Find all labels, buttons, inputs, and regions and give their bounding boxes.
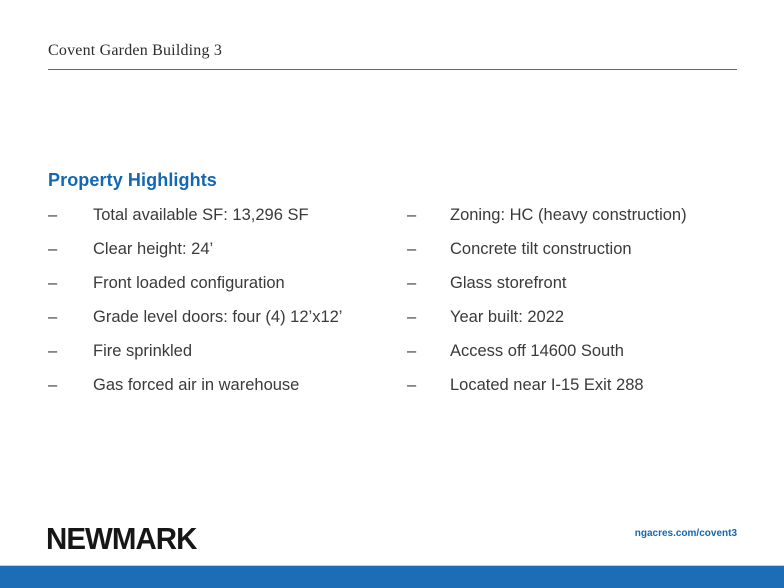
list-item [407,198,752,232]
list-item-text: Zoning: HC (heavy construction) [450,205,687,224]
list-item [48,232,393,266]
highlights-left-column [48,198,393,402]
list-item-text: Year built: 2022 [450,307,565,326]
bullet-dash: – [407,307,417,326]
list-item-text: Glass storefront [450,273,567,292]
bullet-dash: – [407,205,417,224]
bullet-dash: – [48,273,58,292]
bullet-dash: – [48,307,58,326]
list-item [48,198,393,232]
list-item-text: Total available SF: 13,296 SF [93,205,309,224]
bullet-dash: – [48,239,58,258]
bullet-dash: – [48,205,58,224]
list-item [407,300,752,334]
highlights-right-column [407,198,752,402]
section-title: Property Highlights [48,170,217,190]
bullet-dash: – [48,375,58,394]
list-item [48,368,393,402]
bullet-dash: – [407,375,417,394]
list-item [407,334,752,368]
page-title: Covent Garden Building 3 [48,42,223,59]
list-item-text: Clear height: 24’ [93,239,214,258]
list-item [407,368,752,402]
newmark-logo: NEWMARK [46,521,197,556]
bullet-dash: – [407,341,417,360]
header-rule [48,69,737,70]
bottom-accent-bar [0,565,784,588]
list-item [48,334,393,368]
list-item-text: Located near I-15 Exit 288 [450,375,644,394]
bullet-dash: – [48,341,58,360]
list-item-text: Gas forced air in warehouse [93,375,300,394]
list-item-text: Concrete tilt construction [450,239,632,258]
list-item [407,232,752,266]
list-item-text: Fire sprinkled [93,341,193,360]
footer-link[interactable]: ngacres.com/covent3 [634,528,737,539]
list-item [407,266,752,300]
list-item [48,300,393,334]
list-item-text: Front loaded configuration [93,273,285,292]
list-item-text: Access off 14600 South [450,341,624,360]
bullet-dash: – [407,239,417,258]
list-item-text: Grade level doors: four (4) 12’x12’ [93,307,343,326]
list-item [48,266,393,300]
bullet-dash: – [407,273,417,292]
